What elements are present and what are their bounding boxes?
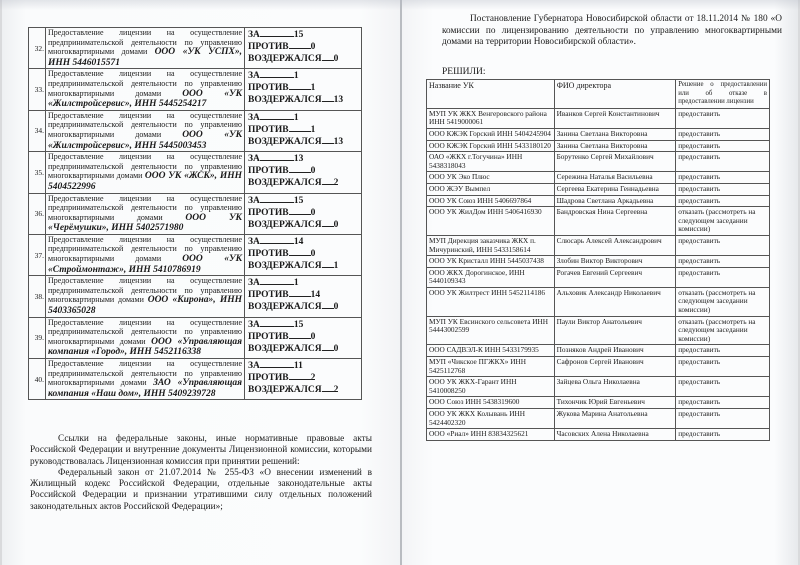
license-decisions-table — [426, 79, 770, 441]
decision-cell: предоставить — [676, 183, 770, 195]
vote-for — [248, 277, 358, 289]
blank-line — [260, 360, 294, 368]
table-row — [427, 172, 770, 184]
description-text: Предоставление лицензии на осуществление предпринимательской деятельности по управлению многоквартирными домами — [48, 276, 242, 305]
header-director: ФИО директора — [554, 80, 676, 109]
row-number: 37. — [29, 234, 46, 275]
company-cell: МУП УК ЖКХ Венгеровского района ИНН 5419000061 — [427, 108, 555, 128]
vote-against-label: ПРОТИВ — [248, 290, 289, 301]
table-row — [427, 195, 770, 207]
decision-cell: предоставить — [676, 345, 770, 357]
vote-against-count: 2 — [310, 373, 316, 383]
company-cell: ООО УК Кристалл ИНН 5445037438 — [427, 256, 555, 268]
director-cell: Иванков Сергей Константинович — [554, 108, 676, 128]
row-number: 32. — [29, 28, 46, 69]
vote-against-label: ПРОТИВ — [248, 166, 289, 177]
company-cell: ООО Союз ИНН 5438319600 — [427, 397, 555, 409]
vote-row — [29, 276, 362, 317]
vote-for-label: ЗА — [248, 30, 260, 40]
description-text: Предоставление лицензии на осуществление предпринимательской деятельности по управлению многоквартирными домами — [48, 152, 242, 181]
vote-against-label: ПРОТИВ — [248, 248, 289, 259]
blank-line — [260, 70, 294, 78]
vote-for-count: 1 — [293, 71, 299, 82]
organization-name: ООО «Управляющая компания «Город», ИНН 5452116338 — [48, 336, 243, 358]
federal-law-reference: Федеральный закон от 21.07.2014 № 255-ФЗ «О внесении изменений в Жилищный кодекс Российской Федерации, отдельные законодательные акты Российской Федерации и признании утратившими силу отдельных положений законодательных актов Российской Федерации»; — [30, 467, 372, 512]
organization-name: ООО «УК «Жилстройсервис», ИНН 5445003453 — [48, 129, 243, 151]
blank-line — [260, 29, 294, 37]
blank-line — [260, 319, 294, 327]
vote-for — [248, 360, 358, 372]
references-intro: Ссылки на федеральные законы, иные нормативные правовые акты Российской Федерации и внутренние документы Лицензионной комиссии, которыми руководствовалась Лицензионная комиссия при принятии решений: — [30, 434, 372, 467]
director-cell: Занина Светлана Викторовна — [554, 128, 676, 140]
vote-row — [29, 234, 362, 275]
blank-line — [260, 153, 294, 161]
row-description — [46, 152, 245, 193]
company-cell: ООО КЖЭК Горский ИНН 5433180120 — [427, 140, 555, 152]
blank-line — [322, 384, 334, 392]
blank-line — [322, 301, 334, 309]
row-number: 39. — [29, 317, 46, 358]
vote-for-label: ЗА — [248, 71, 260, 82]
company-cell: ОАО «ЖКХ г.Тогучина» ИНН 5438318043 — [427, 152, 555, 172]
company-cell: ООО ЖЭУ Вымпел — [427, 183, 555, 195]
company-cell: ООО КЖЭК Горский ИНН 5404245904 — [427, 128, 555, 140]
director-cell: Сережина Наталья Васильевна — [554, 172, 676, 184]
organization-name: ООО «УК «Строймонтаж», ИНН 5410786919 — [48, 254, 243, 275]
blank-line — [322, 260, 334, 268]
table-row — [427, 108, 770, 128]
director-cell: Часовских Алена Николаевна — [554, 429, 676, 441]
header-decision: Решение о предоставлении или об отказе в предоставлении лицензии — [676, 80, 770, 109]
vote-abstained-count: 0 — [333, 302, 339, 313]
vote-against-count: 0 — [310, 42, 316, 52]
company-cell: ООО УК Союз ИНН 5406697864 — [427, 195, 555, 207]
vote-abstained-label: ВОЗДЕРЖАЛСЯ — [248, 178, 322, 189]
organization-name: ООО «Кирона», ИНН 5403365028 — [48, 295, 242, 317]
vote-for — [248, 153, 358, 165]
director-cell: Занина Светлана Викторовна — [554, 140, 676, 152]
vote-against — [248, 372, 358, 384]
blank-line — [260, 236, 294, 244]
vote-for-label: ЗА — [248, 195, 260, 206]
vote-abstained-count: 13 — [333, 95, 344, 106]
row-description — [46, 234, 245, 275]
description-text: Предоставление лицензии на осуществление предпринимательской деятельности по управлению многоквартирными домами — [48, 359, 242, 388]
row-number: 40. — [29, 359, 46, 400]
company-cell: ООО УК Эко Плюс — [427, 172, 555, 184]
vote-against-label: ПРОТИВ — [248, 331, 289, 342]
company-cell: ООО САДВЭЛ-К ИНН 5433179935 — [427, 345, 555, 357]
vote-for-count: 15 — [293, 30, 304, 40]
row-number: 36. — [29, 193, 46, 234]
vote-for-label: ЗА — [248, 361, 260, 371]
legal-references — [30, 434, 372, 513]
vote-for — [248, 70, 358, 82]
vote-result — [245, 276, 362, 317]
company-cell: ООО ЖКХ Дорогинское, ИНН 5440109343 — [427, 267, 555, 287]
vote-for-count: 1 — [293, 112, 299, 123]
vote-for-count: 15 — [293, 195, 304, 206]
table-row — [427, 287, 770, 316]
vote-against — [248, 331, 358, 343]
vote-abstained-label: ВОЗДЕРЖАЛСЯ — [248, 54, 322, 64]
blank-line — [322, 53, 334, 61]
director-cell: Позняков Андрей Иванович — [554, 345, 676, 357]
decision-cell: отказать (рассмотреть на следующем заседании комиссии) — [676, 287, 770, 316]
vote-abstained — [248, 301, 358, 313]
vote-result — [245, 69, 362, 110]
blank-line — [322, 136, 334, 144]
vote-abstained — [248, 94, 358, 106]
company-cell: ООО «Риал» ИНН 83834325621 — [427, 429, 555, 441]
vote-abstained-count: 0 — [333, 219, 339, 230]
director-cell: Борутенко Сергей Михайлович — [554, 152, 676, 172]
row-number: 34. — [29, 110, 46, 151]
decision-cell: предоставить — [676, 128, 770, 140]
vote-abstained-count: 0 — [333, 54, 339, 64]
table-row — [427, 397, 770, 409]
vote-abstained-label: ВОЗДЕРЖАЛСЯ — [248, 136, 322, 147]
vote-row — [29, 317, 362, 358]
blank-line — [322, 343, 334, 351]
table-row — [427, 152, 770, 172]
vote-abstained — [248, 219, 358, 231]
decision-cell: предоставить — [676, 397, 770, 409]
vote-result — [245, 359, 362, 400]
decision-cell: отказать (рассмотреть на следующем заседании комиссии) — [676, 207, 770, 236]
vote-result — [245, 193, 362, 234]
blank-line — [289, 372, 311, 380]
vote-against — [248, 289, 358, 301]
vote-for-label: ЗА — [248, 319, 260, 330]
director-cell: Рогачев Евгений Сергеевич — [554, 267, 676, 287]
vote-against — [248, 165, 358, 177]
row-description — [46, 193, 245, 234]
decision-cell: предоставить — [676, 256, 770, 268]
director-cell: Слюсарь Алексей Александрович — [554, 235, 676, 255]
description-text: Предоставление лицензии на осуществление предпринимательской деятельности по управлению многоквартирными домами — [48, 234, 242, 264]
decision-cell: предоставить — [676, 409, 770, 429]
organization-name: ООО УК «ЖСК», ИНН 5404522996 — [48, 171, 242, 192]
description-text: Предоставление лицензии на осуществление предпринимательской деятельности по управлению многоквартирными домами — [48, 110, 242, 139]
vote-abstained-label: ВОЗДЕРЖАЛСЯ — [248, 95, 322, 106]
table-row — [427, 128, 770, 140]
director-cell: Альховик Александр Николаевич — [554, 287, 676, 316]
description-text: Предоставление лицензии на осуществление предпринимательской деятельности по управлению многоквартирными домами — [48, 317, 242, 346]
organization-name: ЗАО «Управляющая компания «Наш дом», ИНН 5409239728 — [48, 378, 243, 399]
vote-result — [245, 110, 362, 151]
right-page — [402, 0, 798, 565]
blank-line — [289, 289, 311, 297]
left-page — [2, 0, 400, 565]
blank-line — [289, 165, 311, 173]
vote-against-count: 0 — [310, 166, 316, 177]
decision-cell: отказать (рассмотреть на следующем заседании комиссии) — [676, 316, 770, 345]
vote-for — [248, 195, 358, 207]
vote-against-label: ПРОТИВ — [248, 83, 289, 94]
vote-abstained-label: ВОЗДЕРЖАЛСЯ — [248, 260, 322, 271]
vote-against-count: 14 — [310, 290, 321, 301]
decision-cell: предоставить — [676, 235, 770, 255]
vote-abstained-count: 2 — [333, 385, 339, 395]
decision-cell: предоставить — [676, 108, 770, 128]
row-description — [46, 69, 245, 110]
governor-resolution — [442, 14, 782, 49]
vote-row — [29, 193, 362, 234]
row-number: 35. — [29, 152, 46, 193]
description-text: Предоставление лицензии на осуществление предпринимательской деятельности по управлению многоквартирными домами — [48, 69, 242, 98]
vote-against-count: 1 — [310, 124, 316, 135]
company-cell: МУП «Чикское ПГЖКХ» ИНН 5425112768 — [427, 357, 555, 377]
blank-line — [289, 248, 311, 256]
company-cell: ООО УК ЖКХ Колывань ИНН 5424402320 — [427, 409, 555, 429]
vote-result — [245, 28, 362, 69]
row-number: 33. — [29, 69, 46, 110]
blank-line — [289, 82, 311, 90]
vote-abstained — [248, 136, 358, 148]
vote-abstained-count: 2 — [333, 178, 339, 189]
company-cell: МУП Дирекция заказчика ЖКХ п. Мичуринский, ИНН 5433158614 — [427, 235, 555, 255]
vote-abstained-label: ВОЗДЕРЖАЛСЯ — [248, 302, 322, 313]
organization-name: ООО «УК УСПХ», ИНН 5446015571 — [48, 47, 243, 68]
vote-against — [248, 82, 358, 94]
table-row — [427, 140, 770, 152]
vote-for — [248, 29, 358, 41]
decision-cell: предоставить — [676, 429, 770, 441]
vote-abstained-count: 1 — [333, 260, 339, 271]
director-cell: Бандровская Нина Сергеевна — [554, 207, 676, 236]
director-cell: Шадрова Светлана Аркадьевна — [554, 195, 676, 207]
vote-for-count: 1 — [293, 278, 299, 289]
table-row — [427, 207, 770, 236]
company-cell: МУП УК Евсинского сельсовета ИНН 54443002599 — [427, 316, 555, 345]
vote-abstained — [248, 260, 358, 272]
vote-against — [248, 248, 358, 260]
blank-line — [289, 207, 311, 215]
table-row — [427, 183, 770, 195]
vote-row — [29, 359, 362, 400]
decision-cell: предоставить — [676, 267, 770, 287]
organization-name: ООО УК «Черёмушки», ИНН 5402571980 — [48, 212, 243, 234]
vote-against-count: 0 — [310, 331, 316, 342]
blank-line — [289, 331, 311, 339]
vote-abstained — [248, 53, 358, 65]
vote-for — [248, 112, 358, 124]
decision-cell: предоставить — [676, 152, 770, 172]
decision-cell: предоставить — [676, 195, 770, 207]
vote-against — [248, 207, 358, 219]
row-description — [46, 28, 245, 69]
vote-abstained — [248, 177, 358, 189]
vote-abstained-label: ВОЗДЕРЖАЛСЯ — [248, 343, 322, 354]
director-cell: Жукова Марина Анатольевна — [554, 409, 676, 429]
header-company: Название УК — [427, 80, 555, 109]
row-number: 38. — [29, 276, 46, 317]
vote-result — [245, 234, 362, 275]
blank-line — [260, 112, 294, 120]
table-header-row — [427, 80, 770, 109]
vote-for-label: ЗА — [248, 236, 260, 247]
company-cell: ООО УК ЖКХ-Гарант ИНН 5410008250 — [427, 377, 555, 397]
table-row — [427, 409, 770, 429]
vote-abstained-count: 13 — [333, 136, 344, 147]
blank-line — [322, 219, 334, 227]
table-row — [427, 429, 770, 441]
table-row — [427, 357, 770, 377]
vote-result — [245, 317, 362, 358]
voting-results-table — [28, 27, 362, 400]
row-description — [46, 110, 245, 151]
row-description — [46, 317, 245, 358]
vote-against-label: ПРОТИВ — [248, 42, 289, 52]
vote-for-label: ЗА — [248, 154, 260, 165]
row-description — [46, 276, 245, 317]
company-cell: ООО УК Жилтрест ИНН 5452114186 — [427, 287, 555, 316]
resolution-text: Постановление Губернатора Новосибирской области от 18.11.2014 № 180 «О комиссии по лицензированию деятельности по управлению многоквартирными домами на территории Новосибирской области». — [442, 14, 782, 47]
blank-line — [260, 195, 294, 203]
decision-cell: предоставить — [676, 172, 770, 184]
vote-against-count: 1 — [310, 83, 316, 94]
blank-line — [260, 277, 294, 285]
director-cell: Сергеева Екатерина Геннадьевна — [554, 183, 676, 195]
decision-cell: предоставить — [676, 377, 770, 397]
blank-line — [322, 94, 334, 102]
vote-row — [29, 69, 362, 110]
director-cell: Злобин Виктор Викторович — [554, 256, 676, 268]
vote-row — [29, 152, 362, 193]
table-row — [427, 316, 770, 345]
vote-for-count: 14 — [293, 236, 304, 247]
director-cell: Сафронов Сергей Иванович — [554, 357, 676, 377]
description-text: Предоставление лицензии на осуществление предпринимательской деятельности по управлению многоквартирными домами — [48, 193, 242, 222]
table-row — [427, 267, 770, 287]
blank-line — [289, 41, 311, 49]
table-row — [427, 345, 770, 357]
vote-for-count: 15 — [293, 319, 304, 330]
row-description — [46, 359, 245, 400]
vote-abstained-count: 0 — [333, 343, 339, 354]
vote-against — [248, 124, 358, 136]
decision-cell: предоставить — [676, 140, 770, 152]
decided-heading: РЕШИЛИ: — [442, 67, 486, 77]
vote-for-label: ЗА — [248, 278, 260, 289]
blank-line — [289, 124, 311, 132]
description-text: Предоставление лицензии на осуществление предпринимательской деятельности по управлению многоквартирными домами — [48, 28, 242, 57]
vote-for-count: 11 — [293, 361, 303, 371]
vote-abstained — [248, 384, 358, 396]
vote-for-label: ЗА — [248, 112, 260, 123]
vote-result — [245, 152, 362, 193]
vote-row — [29, 110, 362, 151]
organization-name: ООО «УК «Жилстройсервис», ИНН 5445254217 — [48, 88, 243, 110]
vote-against-label: ПРОТИВ — [248, 124, 289, 135]
vote-abstained-label: ВОЗДЕРЖАЛСЯ — [248, 385, 322, 395]
vote-against — [248, 41, 358, 53]
blank-line — [322, 177, 334, 185]
vote-abstained — [248, 343, 358, 355]
company-cell: ООО УК ЖилДом ИНН 5406416930 — [427, 207, 555, 236]
director-cell: Паули Виктор Анатольевич — [554, 316, 676, 345]
vote-row — [29, 28, 362, 69]
table-row — [427, 377, 770, 397]
vote-abstained-label: ВОЗДЕРЖАЛСЯ — [248, 219, 322, 230]
vote-against-label: ПРОТИВ — [248, 373, 289, 383]
vote-against-count: 0 — [310, 248, 316, 259]
vote-against-label: ПРОТИВ — [248, 207, 289, 218]
vote-against-count: 0 — [310, 207, 316, 218]
table-row — [427, 256, 770, 268]
director-cell: Тихончик Юрий Евгеньевич — [554, 397, 676, 409]
director-cell: Зайцева Ольга Николаевна — [554, 377, 676, 397]
vote-for-count: 13 — [293, 154, 304, 165]
vote-for — [248, 319, 358, 331]
decision-cell: предоставить — [676, 357, 770, 377]
vote-for — [248, 236, 358, 248]
table-row — [427, 235, 770, 255]
